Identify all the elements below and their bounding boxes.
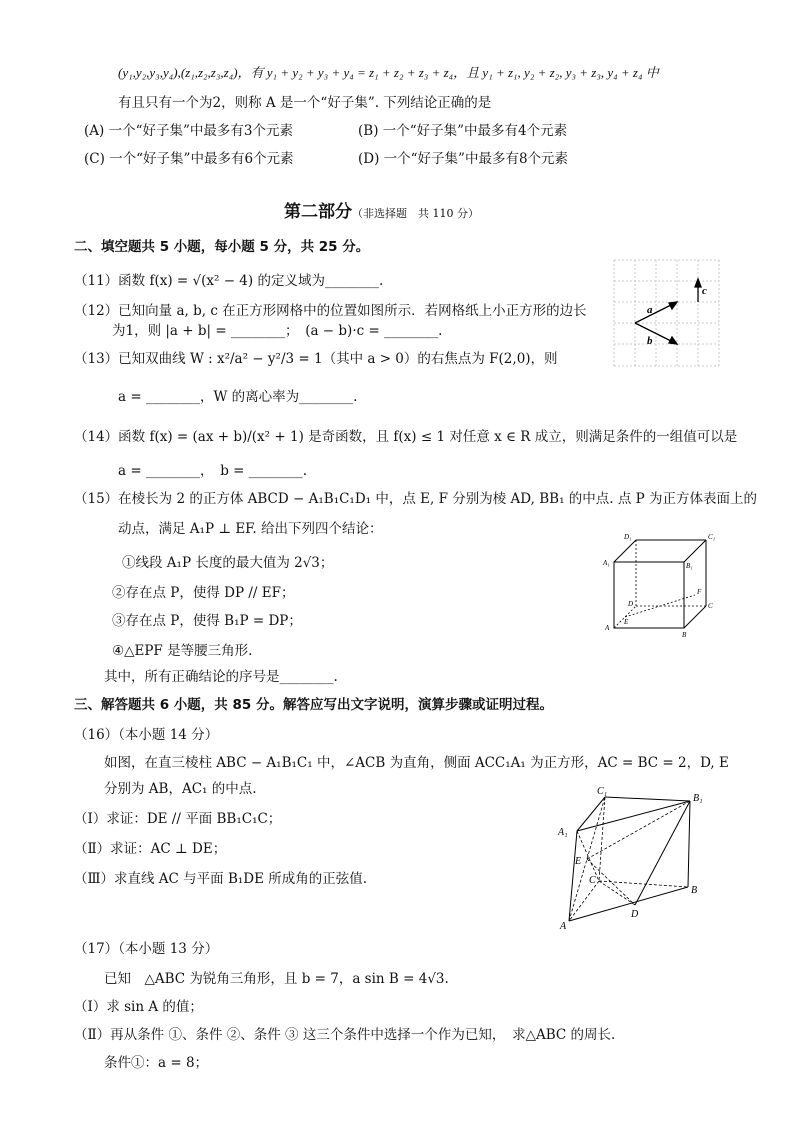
cube-label-c: C	[708, 602, 713, 610]
prism-label-d: D	[631, 909, 639, 920]
q16-line1: 如图，在直三棱柱 ABC − A₁B₁C₁ 中，∠ACB 为直角，侧面 ACC₁A₁ 为正方形，AC = BC = 2，D, E	[104, 755, 729, 771]
q15-conclusion-1: ①线段 A₁P 长度的最大值为 2√3；	[122, 555, 334, 571]
prism-label-c1: C₁	[597, 786, 608, 797]
q17-part1: （Ⅰ）求 sin A 的值；	[74, 999, 203, 1015]
q11-text: （11）函数 f(x) = √(x² − 4) 的定义域为________.	[74, 273, 384, 289]
q14-line1: （14）函数 f(x) = (ax + b)/(x² + 1) 是奇函数，且 f(x) ≤ 1 对任意 x ∈ R 成立，则满足条件的一组值可以是	[74, 429, 738, 445]
q10-line2: 有且只有一个为2，则称 A 是一个“好子集”. 下列结论正确的是	[118, 95, 492, 111]
part2-subtitle: （非选择题 共 110 分）	[352, 207, 479, 220]
cube-label-e: E	[624, 618, 629, 626]
q15-ask: 其中，所有正确结论的序号是________.	[104, 669, 338, 685]
prism-label-a1: A₁	[558, 827, 568, 838]
part2-title: 第二部分	[284, 202, 352, 222]
cube-label-a1: A₁	[603, 559, 610, 567]
vector-c-label: c	[702, 285, 707, 297]
q16-line2: 分别为 AB，AC₁ 的中点.	[104, 781, 257, 797]
q15-conclusion-2: ②存在点 P，使得 DP // EF；	[112, 585, 295, 601]
prism-figure	[555, 785, 715, 933]
prism-label-e: E	[575, 856, 582, 867]
q17-line1: 已知 △ABC 为锐角三角形，且 b = 7，a sin B = 4√3.	[104, 971, 449, 987]
q16-part2: （Ⅱ）求证：AC ⊥ DE；	[74, 841, 227, 857]
q10-option-d: (D) 一个“好子集”中最多有8个元素	[358, 151, 569, 167]
prism-label-b: B	[691, 885, 698, 896]
cube-label-d: D	[628, 600, 634, 608]
q12-line2: 为1，则 |a + b| = ________； (a − b)·c = ________.	[112, 323, 443, 339]
q17-part2: （Ⅱ）再从条件 ①、条件 ②、条件 ③ 这三个条件中选择一个作为已知， 求△ABC 的周长.	[74, 1027, 616, 1043]
cube-label-c1: C₁	[708, 533, 716, 541]
vector-b-label: b	[647, 335, 653, 347]
prism-label-c: C	[589, 875, 596, 886]
q14-line2: a = ________， b = ________.	[118, 463, 308, 479]
q16-part3: （Ⅲ）求直线 AC 与平面 B₁DE 所成角的正弦值.	[74, 871, 368, 887]
q16-part1: （Ⅰ）求证：DE // 平面 BB₁C₁C；	[74, 811, 282, 827]
q17-head: （17）（本小题 13 分）	[74, 941, 219, 957]
q10-line1: (y₁,y₂,y₃,y₄),(z₁,z₂,z₃,z₄)，有 y₁ + y₂ + y₃ + y₄ = z₁ + z₂ + z₃ + z₄，且 y₁ + z₁, y₂ + z₂, y₃ + z₃, y₄ + z₄ 中	[118, 65, 659, 80]
q10-option-c: (C) 一个“好子集”中最多有6个元素	[84, 151, 294, 167]
cube-figure	[600, 530, 720, 640]
q15-conclusion-3: ③存在点 P，使得 B₁P = DP；	[112, 613, 302, 629]
vector-grid-figure	[612, 258, 722, 368]
prism-label-b1: B₁	[693, 793, 703, 804]
q15-conclusion-4: ④△EPF 是等腰三角形.	[112, 643, 253, 659]
cube-label-f: F	[697, 588, 702, 596]
q15-line1: （15）在棱长为 2 的正方体 ABCD − A₁B₁C₁D₁ 中，点 E, F 分别为棱 AD, BB₁ 的中点. 点 P 为正方体表面上的	[74, 491, 758, 507]
q12-line1: （12）已知向量 a, b, c 在正方形网格中的位置如图所示．若网格纸上小正方形的边长	[74, 303, 587, 319]
cube-label-a: A	[605, 624, 610, 632]
q10-option-a: (A) 一个“好子集”中最多有3个元素	[84, 123, 293, 139]
cube-label-d1: D₁	[624, 533, 632, 541]
cube-label-b1: B₁	[686, 562, 693, 570]
vector-a-label: a	[647, 304, 653, 316]
q15-line2: 动点，满足 A₁P ⊥ EF. 给出下列四个结论：	[118, 521, 383, 537]
cube-label-b: B	[682, 631, 687, 639]
q16-head: （16）（本小题 14 分）	[74, 727, 219, 743]
q13-line2: a = ________，W 的离心率为________.	[118, 389, 358, 405]
section2-heading: 二、填空题共 5 小题，每小题 5 分，共 25 分。	[74, 239, 370, 255]
part2-title-line	[284, 203, 479, 223]
section3-heading: 三、解答题共 6 小题，共 85 分。解答应写出文字说明，演算步骤或证明过程。	[74, 697, 553, 713]
prism-label-a: A	[560, 921, 567, 932]
q17-condition-1: 条件①：a = 8；	[104, 1055, 209, 1071]
q10-option-b: (B) 一个“好子集”中最多有4个元素	[358, 123, 568, 139]
q13-line1: （13）已知双曲线 W : x²/a² − y²/3 = 1（其中 a > 0）的右焦点为 F(2,0)，则	[74, 351, 558, 367]
